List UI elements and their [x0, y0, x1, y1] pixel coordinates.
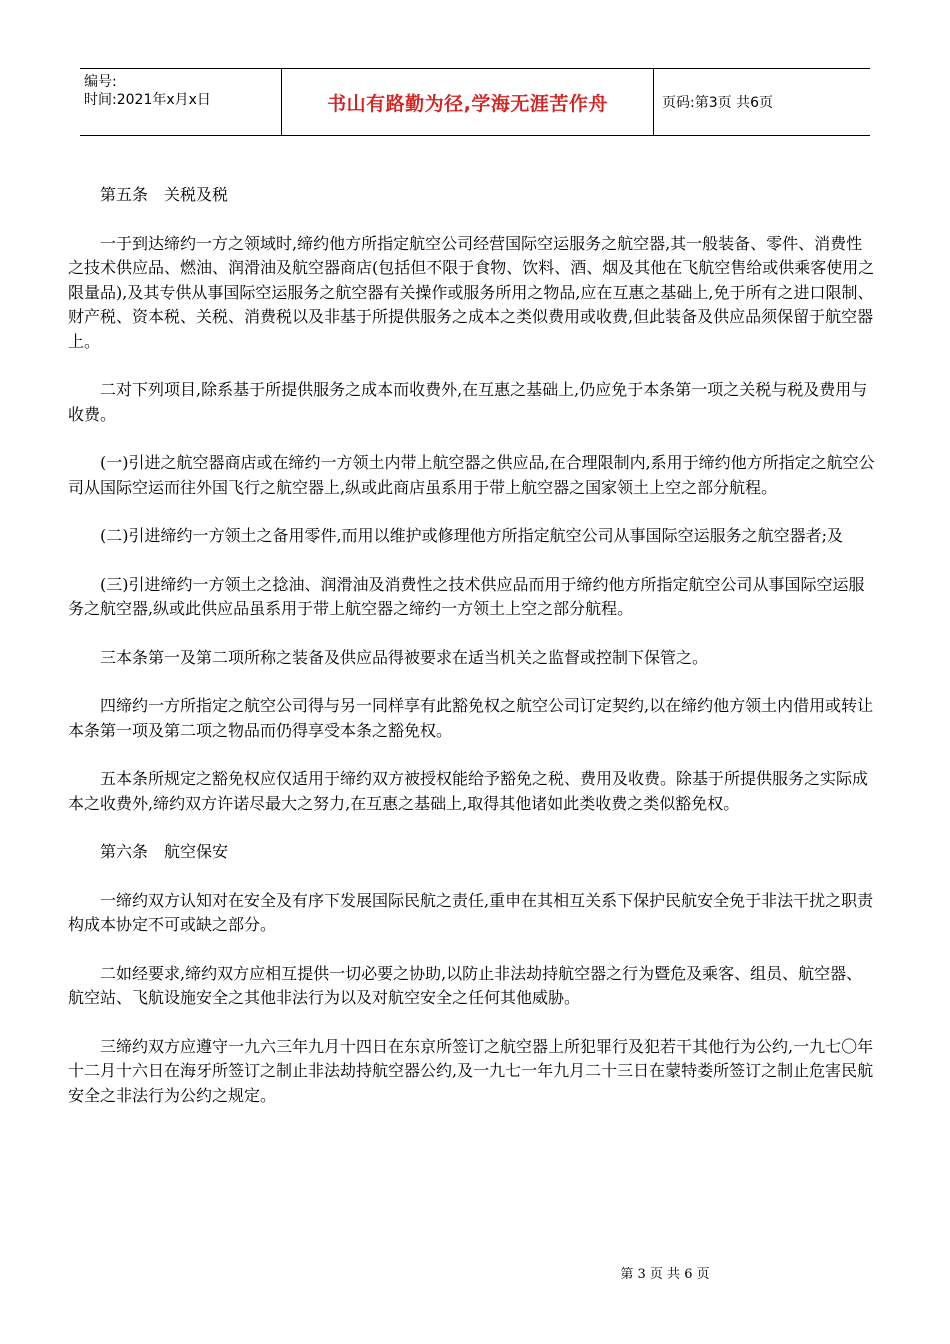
- header-motto: 书山有路勤为径,学海无涯苦作舟: [282, 69, 654, 135]
- paragraph: (二)引进缔约一方领土之备用零件,而用以维护或修理他方所指定航空公司从事国际空运服务之航空器者;及: [100, 526, 843, 545]
- paragraph: 三本条第一及第二项所称之装备及供应品得被要求在适当机关之监督或控制下保管之。: [100, 647, 709, 667]
- paragraph: 四缔约一方所指定之航空公司得与另一同样享有此豁免权之航空公司订定契约,以在缔约他方领土内借用或转让本条第一项及第二项之物品而仍得享受本条之豁免权。: [68, 696, 874, 740]
- header-page-number: 页码:第3页 共6页: [662, 95, 773, 111]
- paragraph: 二如经要求,缔约双方应相互提供一切必要之协助,以防止非法劫持航空器之行为暨危及乘客、组员、航空器、航空站、飞航设施安全之其他非法行为以及对航空安全之任何其他威胁。: [68, 963, 863, 1007]
- article-6-title: 第六条 航空保安: [100, 842, 229, 861]
- page-footer: 第 3 页 共 6 页: [620, 1267, 710, 1282]
- paragraph: (三)引进缔约一方领土之捻油、润滑油及消费性之技术供应品而用于缔约他方所指定航空公司从事国际空运服务之航空器,纵或此供应品虽系用于带上航空器之缔约一方领土上空之部分航程。: [68, 574, 865, 618]
- article-5-title: 第五条 关税及税: [100, 185, 229, 204]
- paragraph: 一于到达缔约一方之领域时,缔约他方所指定航空公司经营国际空运服务之航空器,其一般装备、零件、消费性之技术供应品、燃油、润滑油及航空器商店(包括但不限于食物、饮料、酒、烟及其他在飞航空售给或供乘客使用之限量品),及其专供从事国际空运服务之航空器有关操作或服务所用之物品,应在互惠之基础上,免于所有之进口限制、财产税、资本税、关税、消费税以及非基于所提供服务之成本之类似费用或收费,但此装备及供应品须保留于航空器上。: [68, 233, 875, 351]
- paragraph: (一)引进之航空器商店或在缔约一方领土内带上航空器之供应品,在合理限制内,系用于缔约他方所指定之航空公司从国际空运而往外国飞行之航空器上,纵或此商店虽系用于带上航空器之国家领土上空之部分航程。: [68, 453, 875, 497]
- paragraph: 五本条所规定之豁免权应仅适用于缔约双方被授权能给予豁免之税、费用及收费。除基于所提供服务之实际成本之收费外,缔约双方许诺尽最大之努力,在互惠之基础上,取得其他诸如此类收费之类似豁免权。: [68, 769, 869, 813]
- paragraph: 一缔约双方认知对在安全及有序下发展国际民航之责任,重申在其相互关系下保护民航安全免于非法干扰之职责构成本协定不可或缺之部分。: [68, 890, 874, 934]
- header-info-cell: [80, 69, 282, 135]
- document-body: [68, 183, 876, 1132]
- document-date-label: 时间:2021年x月x日: [84, 92, 211, 108]
- paragraph: 二对下列项目,除系基于所提供服务之成本而收费外,在互惠之基础上,仍应免于本条第一项之关税与税及费用与收费。: [68, 380, 868, 424]
- paragraph: 三缔约双方应遵守一九六三年九月十四日在东京所签订之航空器上所犯罪行及犯若干其他行为公约,一九七〇年十二月十六日在海牙所签订之制止非法劫持航空器公约,及一九七一年九月二十三日在蒙特娄所签订之制止危害民航安全之非法行为公约之规定。: [68, 1036, 874, 1105]
- page-header: [80, 68, 870, 136]
- document-number-label: 编号:: [84, 74, 117, 90]
